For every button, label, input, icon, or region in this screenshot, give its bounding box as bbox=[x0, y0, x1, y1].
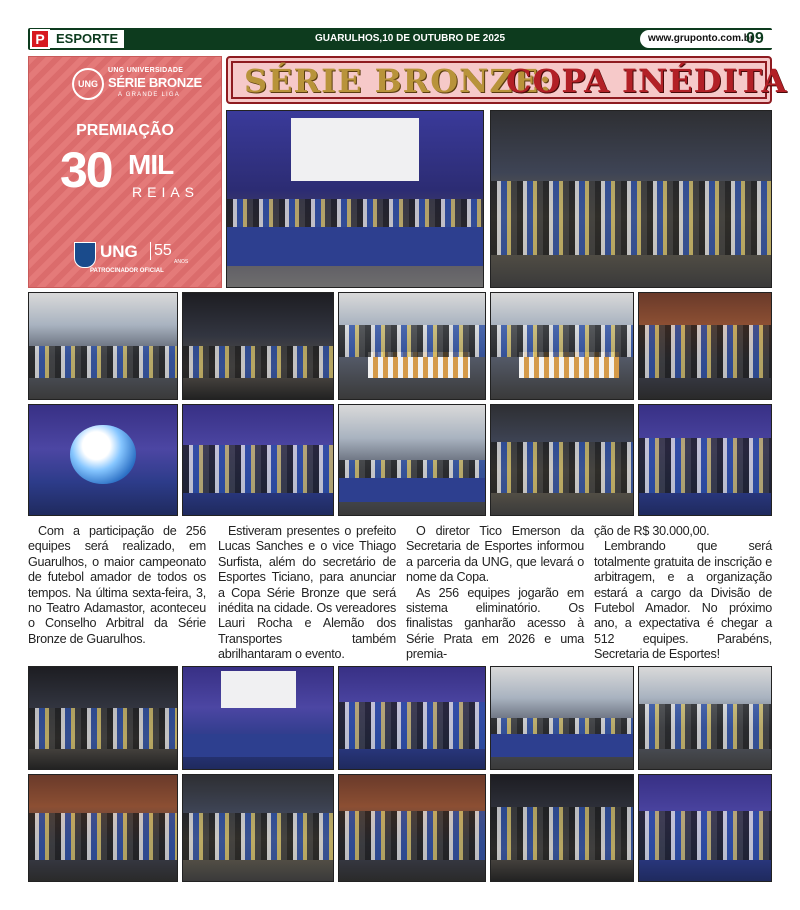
ad-grande-liga: A GRANDE LIGA bbox=[118, 92, 180, 98]
photo-crowd-wide bbox=[490, 404, 634, 516]
photo-table bbox=[339, 478, 485, 502]
article-column-3 bbox=[406, 524, 584, 663]
photo-registration bbox=[28, 292, 178, 400]
ball-icon bbox=[70, 425, 135, 484]
photo-people bbox=[183, 346, 333, 378]
article-paragraph: ção de R$ 30.000,00. bbox=[594, 524, 710, 538]
photo-table-guests bbox=[338, 404, 486, 516]
photo-people bbox=[183, 445, 333, 493]
photo-screen bbox=[291, 118, 419, 181]
photo-people bbox=[491, 442, 633, 493]
ad-reias: REIAS bbox=[132, 184, 200, 200]
photo-people bbox=[639, 811, 771, 860]
photo-press-table bbox=[226, 110, 484, 288]
photo-people bbox=[339, 811, 485, 860]
photo-people bbox=[339, 325, 485, 357]
photo-table bbox=[491, 734, 633, 756]
article-paragraph: Com a participação de 256 equipes será realizado, em Guarulhos, o maior campeonato de futebol amador de todos os tempos. Na última sexta-feira, 3, no Teatro Adamastor, aconteceu o Conselho Arbitral da Série Bronze de Guarulhos. bbox=[28, 524, 206, 646]
photo-people bbox=[183, 813, 333, 860]
photo-table bbox=[227, 227, 483, 266]
ung-shield-icon bbox=[74, 242, 96, 268]
article-column-4 bbox=[594, 524, 772, 663]
ad-55: 55 bbox=[150, 242, 172, 260]
photo-table bbox=[183, 734, 333, 756]
photo-bottom-3 bbox=[338, 666, 486, 770]
photo-people bbox=[29, 708, 177, 749]
photo-people bbox=[29, 346, 177, 378]
article-paragraph: Lembrando que será totalmente gratuita de inscrição e arbitragem, e a organização estará a cargo da Divisão de Futebol Amador. No próximo ano, a expectativa é chegar a 512 equipes. Parabéns, Secretaria de Esportes! bbox=[594, 539, 772, 662]
photo-bottom-10 bbox=[638, 774, 772, 882]
photo-people bbox=[491, 181, 771, 255]
photo-bottom-7 bbox=[182, 774, 334, 882]
photo-people bbox=[339, 702, 485, 749]
site-url[interactable]: www.gruponto.com.br bbox=[648, 33, 754, 44]
section-label: ESPORTE bbox=[50, 30, 124, 48]
photo-officials bbox=[182, 404, 334, 516]
dateline: GUARULHOS,10 DE OUTUBRO DE 2025 bbox=[314, 33, 506, 44]
article-column-1 bbox=[28, 524, 206, 647]
ad-serie-bronze: SÉRIE BRONZE bbox=[108, 75, 202, 90]
photo-bottom-4 bbox=[490, 666, 634, 770]
headline-part1: SÉRIE BRONZE: bbox=[244, 62, 552, 100]
ad-amount: 30 bbox=[60, 142, 112, 198]
photo-screen bbox=[221, 671, 296, 708]
ad-patrocinador: PATROCINADOR OFICIAL bbox=[90, 268, 164, 274]
photo-people bbox=[639, 325, 771, 378]
photo-bottom-1 bbox=[28, 666, 178, 770]
photo-buffet bbox=[338, 292, 486, 400]
photo-people bbox=[491, 807, 633, 860]
photo-bottom-2 bbox=[182, 666, 334, 770]
article-paragraph: As 256 equipes jogarão em sistema eliminatório. Os finalistas ganharão acesso à Série Prata em 2026 e uma premia- bbox=[406, 585, 584, 662]
page-number: 09 bbox=[746, 30, 764, 47]
photo-people bbox=[29, 813, 177, 860]
article-column-2 bbox=[218, 524, 396, 663]
headline-part2: COPA INÉDITA bbox=[506, 62, 788, 100]
photo-people bbox=[639, 438, 771, 493]
ad-mil: MIL bbox=[128, 149, 174, 180]
photo-lobby bbox=[182, 292, 334, 400]
ad-premiacao: PREMIAÇÃO bbox=[76, 122, 174, 139]
publication-logo: P bbox=[30, 29, 50, 49]
photo-trophy-ball bbox=[28, 404, 178, 516]
article-paragraph: O diretor Tico Emerson da Secretaria de Esportes informou a parceria da UNG, que levará o nome da Copa. bbox=[406, 524, 584, 585]
photo-snacks bbox=[490, 292, 634, 400]
photo-speaker bbox=[638, 404, 772, 516]
photo-people bbox=[491, 325, 633, 357]
photo-group-jerseys bbox=[638, 292, 772, 400]
photo-people bbox=[639, 704, 771, 749]
serie-bronze-emblem-icon: UNG bbox=[72, 68, 104, 100]
photo-bottom-6 bbox=[28, 774, 178, 882]
photo-audience bbox=[490, 110, 772, 288]
ad-ung: UNG bbox=[100, 242, 138, 261]
photo-bottom-9 bbox=[490, 774, 634, 882]
photo-bottom-8 bbox=[338, 774, 486, 882]
photo-bottom-5 bbox=[638, 666, 772, 770]
article-paragraph: Estiveram presentes o prefeito Lucas Sanches e o vice Thiago Surfista, além do secretário de Esportes Ticiano, para anunciar a Copa Série Bronze que será inédita na cidade. Os vereadores Lauri Rocha e Alemão dos Transportes também abrilhantaram o evento. bbox=[218, 524, 396, 662]
ad-university-line: UNG UNIVERSIDADE bbox=[108, 67, 184, 74]
ad-anos: ANOS bbox=[174, 259, 189, 265]
